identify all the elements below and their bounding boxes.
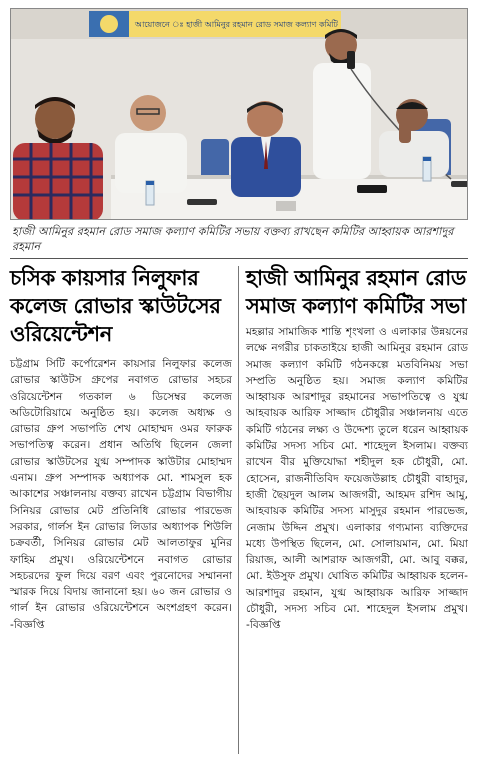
- left-article-headline: চসিক কায়সার নিলুফার কলেজ রোভার স্কাউটসের ওরিয়েন্টেশন: [10, 266, 221, 346]
- photo-caption: হাজী আমিনুর রহমান রোড সমাজ কল্যাণ কমিটির সভায় বক্তব্য রাখছেন কমিটির আহ্বায়ক আরশাদুর রহমান: [12, 225, 454, 253]
- divider-horizontal: [10, 258, 468, 259]
- divider-vertical: [238, 266, 239, 754]
- right-article-body: মহল্লার সামাজিক শান্তি শৃংখলা ও এলাকার উন্নয়নের লক্ষে নগরীর চাকতাইয়ে হাজী আমিনুর রহমান রোড সমাজ কল্যাণ কমিটি গঠনকল্পে মতবিনিময় সভা সম্প্রতি অনুষ্ঠিত হয়। সমাজ কল্যাণ কমিটির আহ্বায়ক আরশাদুর রহমানের সভাপতিত্বে ও যুগ্ম আহবায়ক আরিফ সাজ্জাদ চৌধুরীর সঞ্চালনায় এতে কমিটি গঠনের লক্ষ্য ও উদ্দেশ্য তুলে ধরেন আহ্বায়ক কমিটির সদস্য সচিব মো. শাহেদুল ইসলাম। বক্তব্য রাখেন বীর মুক্তিযোদ্ধা শহীদুল হক চৌধুরী, মো. হোসেন, রাজনীতিবিদ ফয়েজউল্লাহ চৌধুরী বাহাদুর, হাজী ছৈয়দুল আলম আজগরী, আহমদ রশিদ আমু, আহবায়ক কমিটির সদস্য মাসুদুর রহমান পারভেজ, নেজাম উদ্দিন প্রমুখ। এলাকার গণ্যমান্য ব্যক্তিদের মধ্যে উপস্থিত ছিলেন, মো. সোলায়মান, মো. মিয়া রিয়াজ, আলী আশরাফ আজগরী, মো. আবু বক্কর, মো. ইউসুফ প্রমুখ। ঘোষিত কমিটির আহ্বায়ক হলেন- আরশাদুর রহমান, যুগ্ম আহ্বায়ক আরিফ সাজ্জাদ চৌধুরী, সদস্য সচিব মো. শাহেদুল ইসলাম প্রমুখ। -বিজ্ঞপ্তি: [246, 326, 468, 632]
- right-article-headline: হাজী আমিনুর রহমান রোড সমাজ কল্যাণ কমিটির সভা: [246, 266, 467, 318]
- right-article: [246, 264, 468, 634]
- meeting-photo: [10, 8, 468, 220]
- left-article-body: চট্টগ্রাম সিটি কর্পোরেশন কায়সার নিলুফার কলেজ রোভার স্কাউটস গ্রুপের নবাগত রোভার সহচর ওরিয়েন্টেশন গতকাল ৬ ডিসেম্বর কলেজ অডিটোরিয়ামে অনুষ্ঠিত হয়। কলেজ অধ্যক্ষ ও রোভার গ্রুপ সভাপতি শেখ মোহাম্মদ ওমর ফারুক সভাপতিত্ব করেন। প্রধান অতিথি ছিলেন জেলা রোভার স্কাউটসের যুগ্ম সম্পাদক স্কাউটার মোহাম্মদ এনাম। গ্রুপ সম্পাদক অধ্যাপক মো. শামসুল হক আকাশের সঞ্চালনায় বক্তব্য রাখেন চট্টগ্রাম বিভাগীয় সিনিয়র রোভার মেট প্রতিনিধি রোভার পারভেজ সরকার, গার্লস ইন রোভার লিডার অধ্যাপক শিউলি চক্রবর্তী, সিনিয়র রোভার মেট আলতাফুর মুনির ফাহিম প্রমুখ। ওরিয়েন্টেশনে নবাগত রোভার সহচরদের ফুল দিয়ে বরণ এবং পুরনোদের সম্মাননা স্মারক দিয়ে বিদায় জানানো হয়। ৬০ জন রোভার ও গার্ল ইন রোভার ওরিয়েন্টেশনে অংশগ্রহণ করেন। -বিজ্ঞপ্তি: [10, 358, 232, 631]
- meeting-photo-drawing: [11, 9, 468, 220]
- left-article: [10, 264, 232, 633]
- banner-text: আয়োজনে ঃ হাজী আমিনুর রহমান রোড সমাজ কল্যাণ কমিটি: [135, 20, 338, 29]
